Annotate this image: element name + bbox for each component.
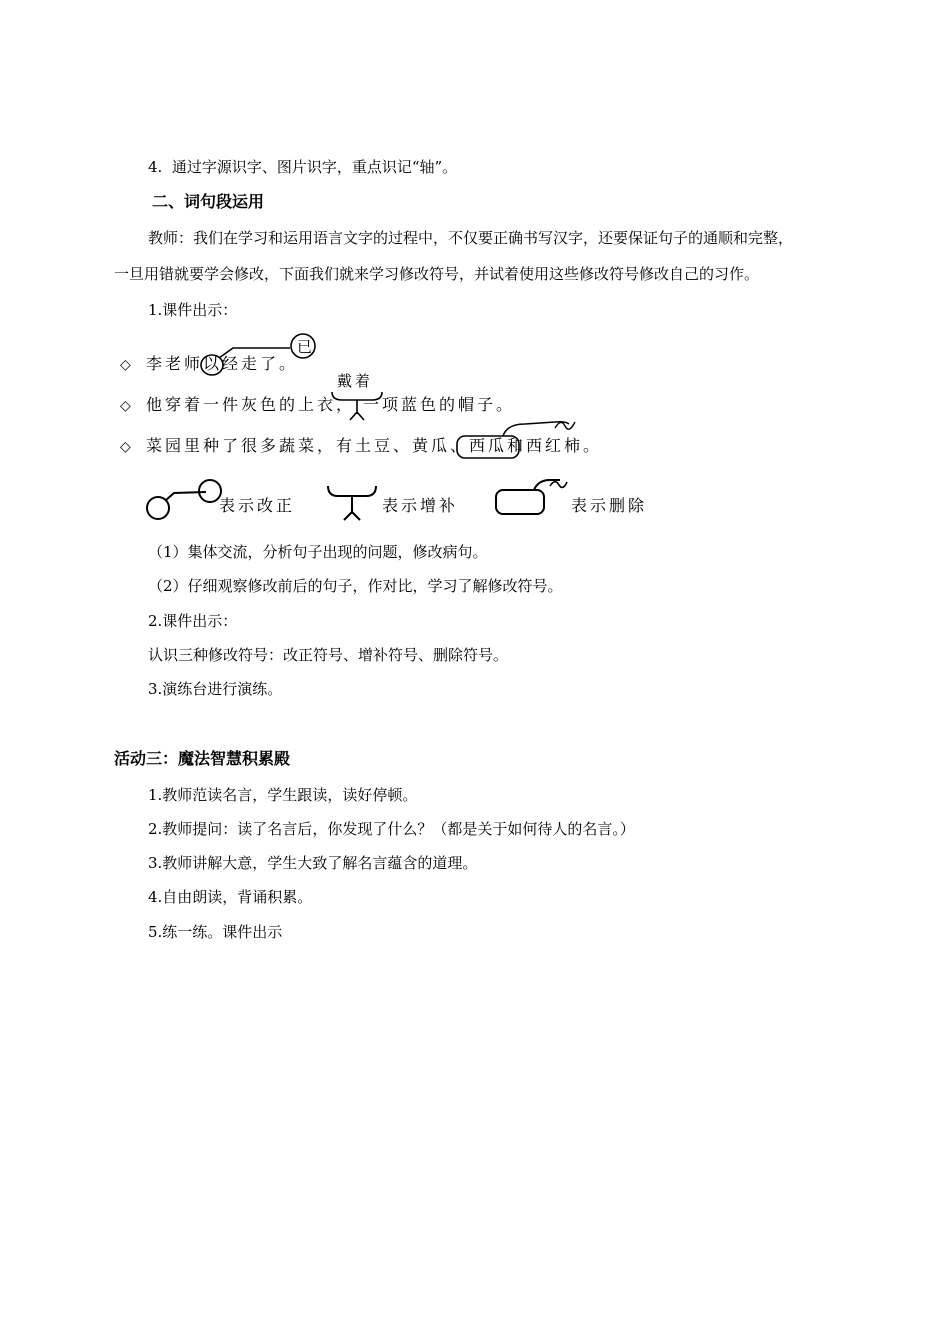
practice-step: 3.演练台进行演练。 [148,680,283,698]
activity-3-item: 2.教师提问：读了名言后，你发现了什么？（都是关于如何待人的名言。） [148,820,635,838]
diamond-bullet-icon: ◇ [120,439,131,455]
legend-correct-label: 表示改正 [219,496,296,515]
correct-symbol-icon [144,478,224,524]
activity-3-item: 1.教师范读名言，学生跟读，读好停顿。 [148,786,418,804]
courseware-label-2: 2.课件出示： [148,612,238,630]
deletion-mark-icon [455,416,585,464]
example-2-pre: 他穿着一件灰色的上衣， [146,395,356,414]
courseware-label-1: 1.课件出示： [148,301,238,319]
delete-symbol-icon [494,476,570,518]
step-2: （2）仔细观察修改前后的句子，作对比，学习了解修改符号。 [148,577,563,595]
example-1-post: 经走了。 [222,354,299,373]
teacher-paragraph-line-1: 教师：我们在学习和运用语言文字的过程中，不仅要正确书写汉字，还要保证句子的通顺和完整， [148,229,794,247]
teacher-paragraph-line-2: 一旦用错就要学会修改，下面我们就来学习修改符号，并试着使用这些修改符号修改自己的习作。 [114,265,760,283]
example-3-post: 和西红柿。 [507,436,603,455]
correction-character: 已 [297,338,316,356]
example-1-marked: 以 [203,354,223,373]
activity-3-heading: 活动三：魔法智慧积累殿 [114,749,291,768]
example-3-marked: 、西瓜 [450,436,508,455]
diamond-bullet-icon: ◇ [120,398,131,414]
legend-delete-label: 表示删除 [571,496,648,515]
activity-3-item: 4.自由朗读，背诵积累。 [148,888,313,906]
recognize-symbols: 认识三种修改符号：改正符号、增补符号、删除符号。 [148,646,509,664]
insert-symbol-icon [326,484,380,522]
step-1: （1）集体交流，分析句子出现的问题，修改病句。 [148,543,488,561]
list-item-4: 4. 通过字源识字、图片识字，重点识记“轴”。 [148,158,458,176]
insertion-text: 戴着 [337,372,374,390]
legend-insert-label: 表示增补 [382,496,459,515]
activity-3-item: 5.练一练。课件出示 [148,923,283,941]
activity-3-item: 3.教师讲解大意，学生大致了解名言蕴含的道理。 [148,854,478,872]
example-3-pre: 菜园里种了很多蔬菜，有土豆、黄瓜 [146,436,451,455]
diamond-bullet-icon: ◇ [120,357,131,373]
section-heading-word-sentence: 二、词句段运用 [152,192,265,211]
example-2-post: 一项蓝色的帽子。 [363,395,516,414]
example-1-pre: 李老师 [146,354,204,373]
insertion-mark-icon [330,390,384,422]
